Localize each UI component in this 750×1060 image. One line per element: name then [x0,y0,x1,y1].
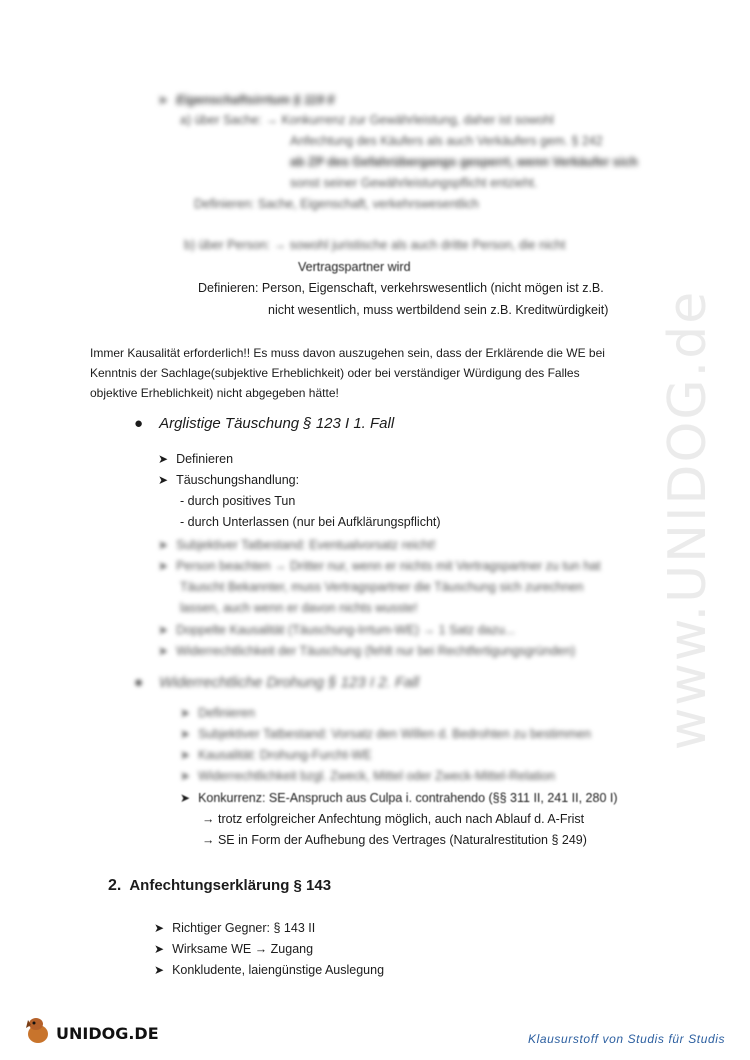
list-item: ➤ Subjektiver Tatbestand: Vorsatz den Willen d. Bedrohten zu bestimmen [180,727,592,741]
list-item: ➤ Konkludente, laiengünstige Auslegung [154,963,385,977]
text-line: Anfechtung des Käufers als auch Verkäufers gem. § 242 [290,134,603,148]
text-line: ab ZP des Gefahrübergangs gesperrt, wenn Verkäufer sich [290,155,638,169]
list-item: - durch positives Tun [180,494,296,508]
list-item: → trotz erfolgreicher Anfechtung möglich, auch nach Ablauf d. A-Frist [202,812,585,826]
list-item: ➤ Konkurrenz: SE-Anspruch aus Culpa i. contrahendo (§§ 311 II, 241 II, 280 I) [180,791,618,805]
list-item: - durch Unterlassen (nur bei Aufklärungspflicht) [180,515,441,529]
text-line: Definieren: Sache, Eigenschaft, verkehrswesentlich [194,197,479,211]
text-line: Kenntnis der Sachlage(subjektive Erheblichkeit) oder bei verständiger Würdigung des Falles [90,366,580,380]
unidog-watermark [655,280,745,750]
text-line: objektive Erheblichkeit) nicht abgegeben hätte! [90,386,339,400]
kausalitaet-paragraph [90,343,605,403]
list-item: ➤ Täuschungshandlung: [158,473,300,487]
list-item: ➤ Definieren [180,706,256,720]
dog-logo-icon [22,1010,162,1050]
text-line: Immer Kausalität erforderlich!! Es muss davon auszugehen sein, dass der Erklärende die WE bei [90,346,605,360]
text-line: Vertragspartner wird [298,260,411,274]
list-item: lassen, auch wenn er davon nichts wusste! [180,601,418,615]
list-item: ➤ Definieren [158,452,234,466]
list-item: ➤ Kausalität: Drohung-Furcht-WE [180,748,372,762]
list-item: Täuscht Bekannter, muss Vertragspartner die Täuschung sich zurechnen [180,580,584,594]
list-item: ➤ Widerrechtlichkeit bzgl. Zweck, Mittel oder Zweck-Mittel-Relation [180,769,556,783]
list-item: ➤ Widerrechtlichkeit der Täuschung (fehlt nur bei Rechtfertigungsgründen) [158,644,576,658]
list-item: ➤ Person beachten → Dritter nur, wenn er nichts mit Vertragspartner zu tun hat [158,559,601,573]
list-item: ➤ Wirksame WE → Zugang [154,942,314,956]
eigenschaftsirrtum-heading: ➤ Eigenschaftsirrtum § 119 II [158,93,335,107]
footer-tagline: Klausurstoff von Studis für Studis [528,1032,726,1046]
text-line: a) über Sache: → Konkurrenz zur Gewährleistung, daher ist sowohl [180,113,554,127]
section-2-heading: 2. Anfechtungserklärung § 143 [108,877,332,894]
text-line: sonst seiner Gewährleistungspflicht entzieht. [290,176,538,190]
text-line: b) über Person: → sowohl juristische als auch dritte Person, die nicht [184,238,566,252]
list-item: → SE in Form der Aufhebung des Vertrages (Naturalrestitution § 249) [202,833,587,847]
list-item: ➤ Subjektiver Tatbestand: Eventualvorsatz reicht! [158,538,436,552]
unidog-logo [22,1010,162,1055]
text-line: Definieren: Person, Eigenschaft, verkehrswesentlich (nicht mögen ist z.B. [198,281,604,295]
drohung-heading: ● Widerrechtliche Drohung § 123 I 2. Fall [134,674,420,691]
svg-text:UNIDOG.DE: UNIDOG.DE [56,1024,159,1043]
arglist-heading: ● Arglistige Täuschung § 123 I 1. Fall [134,415,395,432]
watermark-text: www.UNIDOG.de [658,289,718,750]
list-item: ➤ Doppelte Kausalität (Täuschung-Irrtum-WE) → 1 Satz dazu... [158,623,516,637]
text-line: nicht wesentlich, muss wertbildend sein z.B. Kreditwürdigkeit) [268,303,609,317]
list-item: ➤ Richtiger Gegner: § 143 II [154,921,316,935]
